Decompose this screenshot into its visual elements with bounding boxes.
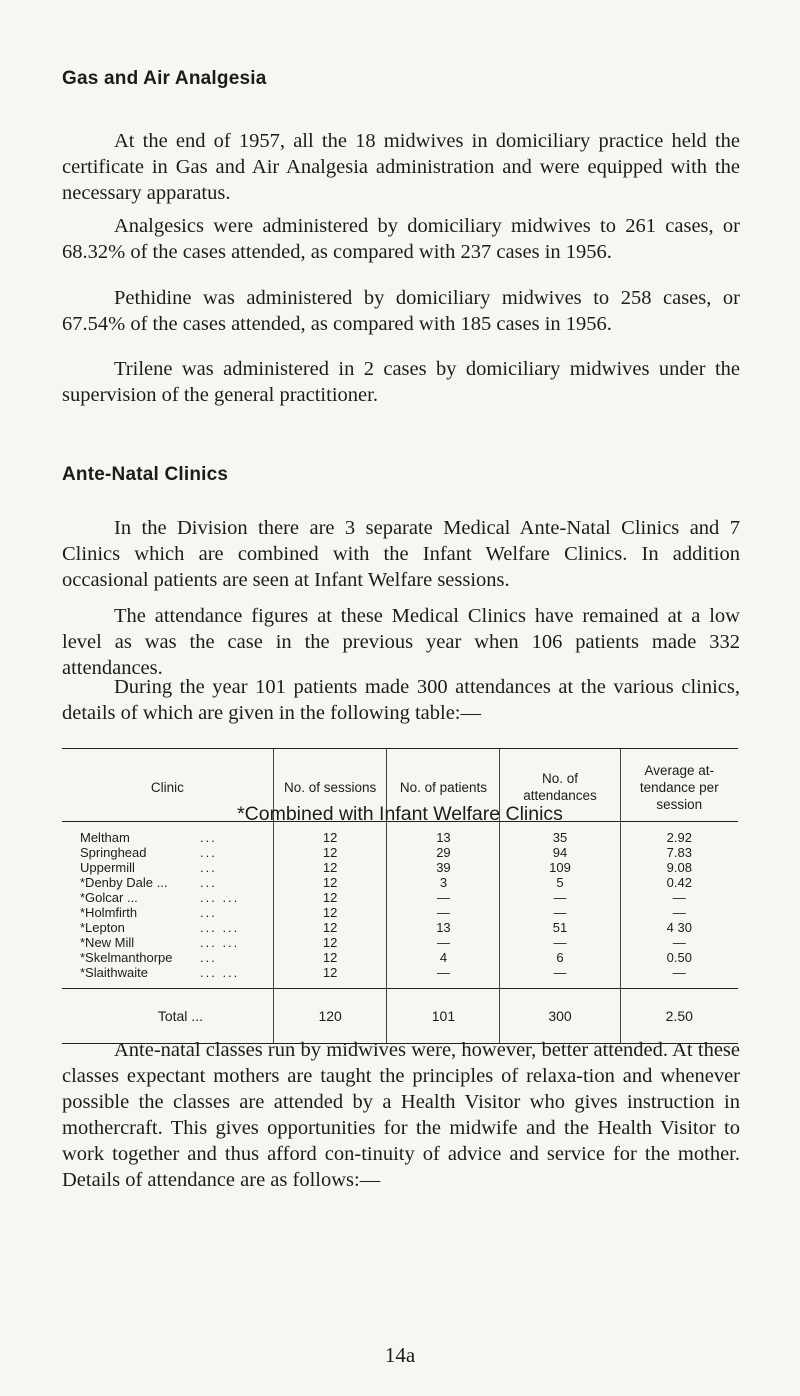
total-patients: 101 bbox=[387, 989, 500, 1044]
average-cell: — bbox=[620, 935, 738, 950]
paragraph: Ante-natal classes run by midwives were, however, better attended. At these classes expectant mothers are taught the principles of relaxa-tion and whenever possible the classes are attended by a Health Visitor who gives instruction in mothercraft. This gives opportunities for the midwife and the Health Visitor to work together and thus afford con-tinuity of advice and service for the mother. Details of attendance are as follows:— bbox=[62, 1039, 740, 1191]
clinic-name: *Golcar ... bbox=[80, 890, 138, 905]
table-row bbox=[62, 860, 738, 875]
table-row bbox=[62, 845, 738, 860]
page-number: 14a bbox=[384, 1343, 416, 1367]
paragraph: In the Division there are 3 separate Medical Ante-Natal Clinics and 7 Clinics which are combined with the Infant Welfare Clinics. In addition occasional patients are seen at Infant Welfare sessions. bbox=[62, 517, 740, 591]
section-heading-gas-air: Gas and Air Analgesia bbox=[62, 68, 267, 89]
paragraph: The attendance figures at these Medical Clinics have remained at a low level as was the case in the previous year when 106 patients made 332 attendances. bbox=[62, 605, 740, 679]
sessions-cell: 12 bbox=[273, 935, 387, 950]
patients-cell: 39 bbox=[387, 860, 500, 875]
sessions-cell: 12 bbox=[273, 822, 387, 846]
clinic-name: Meltham bbox=[80, 830, 130, 845]
paragraph: Trilene was administered in 2 cases by domiciliary midwives under the supervision of the general practitioner. bbox=[62, 358, 740, 406]
clinic-name: *Denby Dale ... bbox=[80, 875, 168, 890]
sessions-cell: 12 bbox=[273, 890, 387, 905]
total-row bbox=[62, 989, 738, 1044]
sessions-cell: 12 bbox=[273, 920, 387, 935]
paragraph: At the end of 1957, all the 18 midwives in domiciliary practice held the certificate in Gas and Air Analgesia administration and were equipped with the necessary apparatus. bbox=[62, 130, 740, 204]
patients-cell: 4 bbox=[387, 950, 500, 965]
attendances-cell: 94 bbox=[500, 845, 620, 860]
leader-dots: ... ... bbox=[200, 920, 240, 935]
total-average: 2.50 bbox=[620, 989, 738, 1044]
leader-dots: ... bbox=[200, 950, 217, 965]
leader-dots: ... bbox=[200, 830, 217, 845]
clinic-name: Uppermill bbox=[80, 860, 135, 875]
clinic-name: *Skelmanthorpe bbox=[80, 950, 173, 965]
section-heading-ante-natal: Ante-Natal Clinics bbox=[62, 464, 229, 485]
attendances-cell: 5 bbox=[500, 875, 620, 890]
total-attendances: 300 bbox=[500, 989, 620, 1044]
column-header-attendances: No. of attendances bbox=[500, 749, 620, 822]
leader-dots: ... bbox=[200, 905, 217, 920]
clinic-cell bbox=[62, 905, 273, 920]
leader-dots: ... bbox=[200, 845, 217, 860]
column-header-clinic: Clinic bbox=[62, 749, 273, 822]
attendances-cell: 51 bbox=[500, 920, 620, 935]
clinic-cell bbox=[62, 935, 273, 950]
table-row bbox=[62, 950, 738, 965]
patients-cell: — bbox=[387, 965, 500, 989]
sessions-cell: 12 bbox=[273, 875, 387, 890]
attendances-cell: 6 bbox=[500, 950, 620, 965]
patients-cell: — bbox=[387, 935, 500, 950]
patients-cell: — bbox=[387, 890, 500, 905]
clinic-attendance-table bbox=[62, 748, 738, 1044]
paragraph: During the year 101 patients made 300 attendances at the various clinics, details of which are given in the following table:— bbox=[62, 676, 740, 724]
patients-cell: 3 bbox=[387, 875, 500, 890]
column-header-patients: No. of patients bbox=[387, 749, 500, 822]
average-cell: — bbox=[620, 905, 738, 920]
leader-dots: ... bbox=[200, 875, 217, 890]
table-row bbox=[62, 875, 738, 890]
average-cell: 9.08 bbox=[620, 860, 738, 875]
column-header-sessions: No. of sessions bbox=[273, 749, 387, 822]
paragraph: Pethidine was administered by domiciliary midwives to 258 cases, or 67.54% of the cases attended, as compared with 185 cases in 1956. bbox=[62, 287, 740, 335]
patients-cell: 13 bbox=[387, 920, 500, 935]
sessions-cell: 12 bbox=[273, 950, 387, 965]
table-row bbox=[62, 965, 738, 989]
table-row bbox=[62, 935, 738, 950]
average-cell: 7.83 bbox=[620, 845, 738, 860]
attendances-cell: — bbox=[500, 965, 620, 989]
attendances-cell: 109 bbox=[500, 860, 620, 875]
patients-cell: — bbox=[387, 905, 500, 920]
table-row bbox=[62, 920, 738, 935]
clinic-name: Springhead bbox=[80, 845, 147, 860]
column-header-average: Average at-tendance per session bbox=[620, 749, 738, 822]
clinic-cell bbox=[62, 860, 273, 875]
total-sessions: 120 bbox=[273, 989, 387, 1044]
table-footnote: *Combined with Infant Welfare Clinics bbox=[237, 803, 563, 825]
average-cell: 0.42 bbox=[620, 875, 738, 890]
table-row bbox=[62, 890, 738, 905]
sessions-cell: 12 bbox=[273, 905, 387, 920]
average-cell: 2.92 bbox=[620, 822, 738, 846]
attendances-cell: — bbox=[500, 935, 620, 950]
leader-dots: ... ... bbox=[200, 965, 240, 980]
clinic-cell bbox=[62, 890, 273, 905]
clinic-cell bbox=[62, 845, 273, 860]
clinic-cell bbox=[62, 875, 273, 890]
average-cell: 0.50 bbox=[620, 950, 738, 965]
average-cell: — bbox=[620, 890, 738, 905]
clinic-name: *Holmfirth bbox=[80, 905, 138, 920]
leader-dots: ... bbox=[200, 860, 217, 875]
attendances-cell: 35 bbox=[500, 822, 620, 846]
average-cell: — bbox=[620, 965, 738, 989]
clinic-cell bbox=[62, 920, 273, 935]
clinic-name: *Slaithwaite bbox=[80, 965, 148, 980]
clinic-name: *New Mill bbox=[80, 935, 135, 950]
sessions-cell: 12 bbox=[273, 860, 387, 875]
clinic-name: *Lepton bbox=[80, 920, 125, 935]
sessions-cell: 12 bbox=[273, 965, 387, 989]
leader-dots: ... ... bbox=[200, 890, 240, 905]
total-label: Total ... bbox=[62, 989, 273, 1044]
sessions-cell: 12 bbox=[273, 845, 387, 860]
clinic-cell bbox=[62, 950, 273, 965]
attendances-cell: — bbox=[500, 890, 620, 905]
paragraph: Analgesics were administered by domiciliary midwives to 261 cases, or 68.32% of the cases attended, as compared with 237 cases in 1956. bbox=[62, 215, 740, 263]
table-row bbox=[62, 905, 738, 920]
patients-cell: 13 bbox=[387, 822, 500, 846]
average-cell: 4 30 bbox=[620, 920, 738, 935]
leader-dots: ... ... bbox=[200, 935, 240, 950]
clinic-cell bbox=[62, 965, 273, 989]
attendances-cell: — bbox=[500, 905, 620, 920]
patients-cell: 29 bbox=[387, 845, 500, 860]
